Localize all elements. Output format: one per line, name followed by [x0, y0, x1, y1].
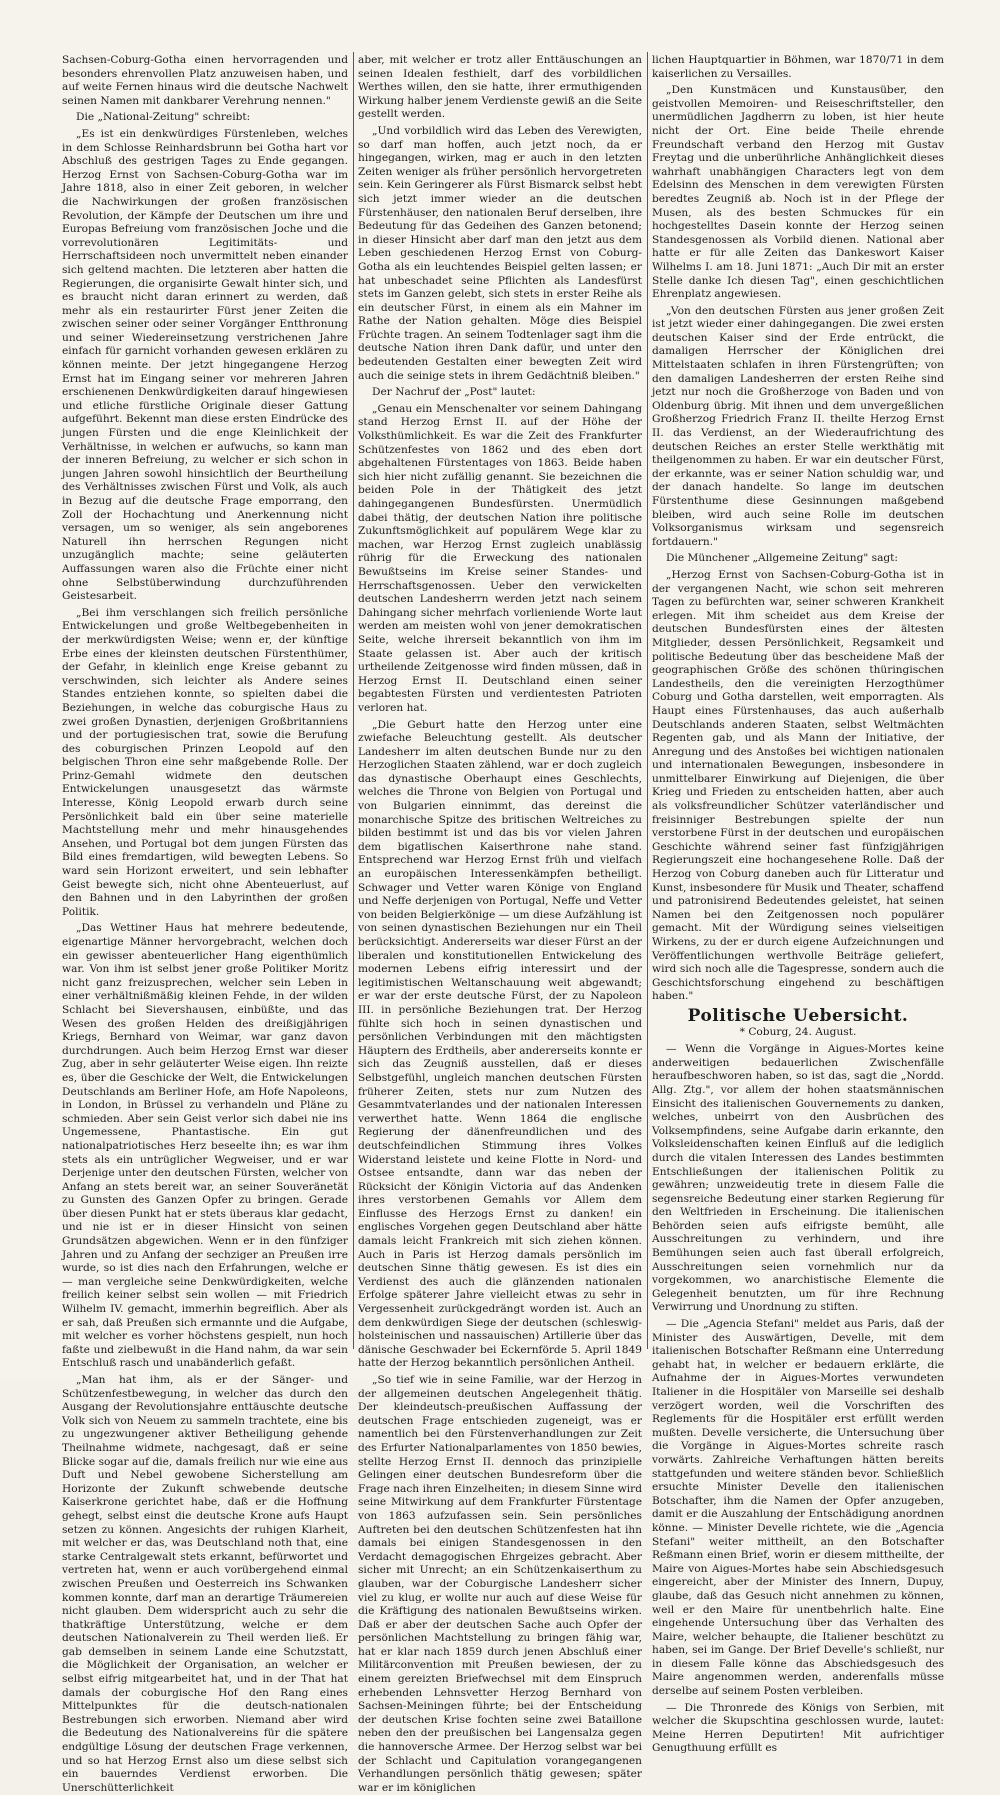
dateline: * Coburg, 24. August.	[739, 1025, 857, 1038]
article-paragraph: — Die „Agencia Stefani" meldet aus Paris, daß der Minister des Auswärtigen, Develle, mit dem italienischen Botschafter Reßmann eine Unterredung gehabt hat, in welcher er bedauern erklärte, die Aufnahme der in Aigues-Mortes verwundeten Italiener in die Hospitäler von Marseille sei deshalb verzögert worden, weil die Vorschriften des Reglements für die Hospitäler erst erfüllt werden mußten. Develle versicherte, die Untersuchung über die Vorgänge in Aigues-Mortes schreite rasch vorwärts. Zahlreiche Verhaftungen hätten bereits stattgefunden und weitere ständen bevor. Schließlich ersuchte Minister Develle den italienischen Botschafter, ihm die Namen der Opfer anzugeben, damit er die Auszahlung der Entschädigung anordnen könne. — Minister Develle richtete, wie die „Agencia Stefani" weiter mittheilt, an den Botschafter Reßmann einen Brief, worin er diesem mittheilte, der Maire von Aigues-Mortes habe sein Abschiedsgesuch eingereicht, aber der Minister des Innern, Dupuy, glaube, daß das Gesuch nicht annehmen zu können, weil er den Maire für unentbehrlich halte. Eine eingehende Untersuchung über das Verhalten des Maire, welcher behaupte, die Italiener beschützt zu haben, sei im Gange. Der Brief Develle's schließt, nur in diesem Falle könne das Abschiedsgesuch des Maire angenommen werden, anderenfalls müsse derselbe auf seinem Posten verbleiben.	[652, 1318, 944, 1698]
article-paragraph: „Bei ihm verschlangen sich freilich persönliche Entwickelungen und große Weltbegebenheiten in der merkwürdigsten Weise; wenn er, der künftige Erbe eines der kleinsten deutschen Fürstenthümer, der Gefahr, in kleinlich enge Kreise gebannt zu verschwinden, sich leichter als Andere seines Standes entziehen konnte, so spielten dabei die Beziehungen, in welche das coburgische Haus zu zwei großen Dynastien, derjenigen Großbritanniens und der portugiesischen trat, sowie die Berufung des coburgischen Prinzen Leopold auf den belgischen Thron eine sehr maßgebende Rolle. Der Prinz-Gemahl widmete den deutschen Entwickelungen unausgesetzt das wärmste Interesse, König Leopold erwarb durch seine Persönlichkeit bald ein über seine materielle Machtstellung mehr und mehr hinausgehendes Ansehen, und Portugal bot dem jungen Fürsten das Bild eines fremdartigen, wild bewegten Lebens. So ward sein Horizont erweitert, und sein lebhafter Geist bewegte sich, nicht ohne Abenteuerlust, auf den Bahnen und in den Labyrinthen der großen Politik.	[62, 606, 348, 918]
article-paragraph: „Und vorbildlich wird das Leben des Verewigten, so darf man hoffen, auch jetzt noch, da er hingegangen, wirken, mag er auch in den letzten Zeiten weniger als früher persönlich hervorgetreten sein. Kein Geringerer als Fürst Bismarck selbst hebt sich jetzt immer wieder an die deutschen Fürstenhäuser, den nationalen Beruf derselben, ihre Bedeutung für das Gedeihen des Ganzen betonend; in dieser Hinsicht aber darf man den jetzt aus dem Leben geschiedenen Herzog Ernst von Coburg-Gotha als ein leuchtendes Beispiel gelten lassen; er hat unbeschadet seine Pflichten als Landesfürst stets im Ganzen gelebt, sich stets in erster Reihe als ein deutscher Fürst, in einem als ein Mahner im Rathe der Nation gehalten. Möge dies Beispiel Früchte tragen. An seinem Todtenlager sagt ihm die deutsche Nation ihren Dank dafür, und unter den bedeutenden Gestalten einer bewegten Zeit wird auch die seinige stets in ihrem Gedächtniß bleiben."	[358, 124, 642, 382]
column-3	[652, 54, 944, 1755]
article-paragraph: aber, mit welcher er trotz aller Enttäuschungen an seinen Idealen festhielt, darf des vorbildlichen Werthes willen, den sie hatte, ihrer ermuthigenden Wirkung halber jenem Verdienste gewiß an die Seite gestellt werden.	[358, 54, 642, 121]
article-paragraph: „Es ist ein denkwürdiges Fürstenleben, welches in dem Schlosse Reinhardsbrunn bei Gotha hart vor Abschluß des gestrigen Tages zu Ende gegangen. Herzog Ernst von Sachsen-Coburg-Gotha war im Jahre 1818, also in einer Zeit geboren, in welcher die Nachwirkungen der großen französischen Revolution, der Kämpfe der Deutschen um ihre und Europas Befreiung vom französischen Joche und die vorrevolutionären Legitimitäts- und Herrschaftsideen noch unvermittelt neben einander sich geltend machten. Die letzteren aber hatten die Regierungen, die organisirte Gewalt hinter sich, und es braucht nicht daran erinnert zu werden, daß mehr als ein restaurirter Fürst jener Zeiten die zwischen seiner oder seiner Vorgänger Entthronung und seiner Wiedereinsetzung verstrichenen Jahre einfach für garnicht vorhanden gewesen erklären zu können meinte. Der jetzt hingegangene Herzog Ernst hat im Eingang seiner vor mehreren Jahren erschienenen Denkwürdigkeiten darauf hingewiesen und etliche fürstliche Originale dieser Gattung aufgeführt. Bekennt man diese ersten Eindrücke des jungen Fürsten und die enge Kleinlichkeit der Verhältnisse, in welchen er aufwuchs, so kann man der inneren Befreiung, zu welcher er sich schon in jungen Jahren sowohl hinsichtlich der Beurtheilung des Verhältnisses zwischen Fürst und Volk, als auch in Bezug auf die deutsche Frage emporrang, den Zoll der Hochachtung und Anerkennung nicht versagen, um so weniger, als sein angeborenes Naturell ihn herrschen Regungen nicht unzugänglich machte; seine geläuterten Auffassungen waren also die Früchte einer nicht ohne Selbstüberwindung durchzuführenden Geistesarbeit.	[62, 127, 348, 603]
article-paragraph: „Man hat ihm, als er der Sänger- und Schützenfestbewegung, in welcher das durch den Ausgang der Revolutionsjahre enttäuschte deutsche Volk sich von Neuem zu sammeln trachtete, eine bis zu ungezwungener aktiver Betheiligung gehende Theilnahme widmete, nachgesagt, daß er seine Blicke sogar auf die, damals freilich nur wie eine aus Duft und Nebel gewobene Sicherstellung am Horizonte der Zukunft schwebende deutsche Kaiserkrone gerichtet habe, daß er die Hoffnung gehegt, selbst einst die deutsche Krone aufs Haupt setzen zu können. Angesichts der ruhigen Klarheit, mit welcher er das, was Deutschland noth that, eine starke Centralgewalt stets erkannt, befürwortet und vertreten hat, wenn er auch vorübergehend einmal zwischen Preußen und Oesterreich ins Schwanken kommen konnte, darf man an derartige Träumereien nicht glauben. Dem widerspricht auch zu sehr die thatkräftige Unterstützung, welche er dem deutschen Nationalverein zu Theil werden ließ. Er gab demselben in seinem Lande eine Schutzstatt, die Möglichkeit der Organisation, an welcher er selbst eifrig mitgearbeitet hat, und in der That hat damals der coburgische Hof den Rang eines Mittelpunktes für die deutsch-nationalen Bestrebungen sich erworben. Niemand aber wird die Bedeutung des Nationalvereins für die spätere endgültige Lösung der deutschen Frage verkennen, und so hat Herzog Ernst also um diese selbst sich ein bauerndes Verdienst erworben. Die Unerschütterlichkeit	[62, 1374, 348, 1794]
article-paragraph: „Die Geburt hatte den Herzog unter eine zwiefache Beleuchtung gestellt. Als deutscher Landesherr im alten deutschen Bunde nur zu den Herzoglichen Staaten zählend, war er doch zugleich das dynastische Oberhaupt eines Geschlechts, welches die Throne von Belgien von Portugal und von Bulgarien einnimmt, das dereinst die monarchische Spitze des britischen Weltreiches zu bilden bestimmt ist und das bis vor vielen Jahren dem bigatlischen Kaiserthrone nahe stand. Entsprechend war Herzog Ernst früh und vielfach an europäischen Interessenkämpfen betheiligt. Schwager und Vetter waren Könige von England und Neffe derjenigen von Portugal, Neffe und Vetter von beiden Belgierkönige — um diese Aufzählung ist von seinen dynastischen Beziehungen nur ein Theil berücksichtigt. Andererseits war dieser Fürst an der liberalen und konstitutionellen Entwickelung des modernen Lebens eifrig interessirt und der legitimistischen Weltanschauung weit abgewandt; er war der erste deutsche Fürst, der zu Napoleon III. in persönliche Beziehungen trat. Der Herzog fühlte sich hoch in seinen dynastischen und persönlichen Verbindungen mit den mächtigsten Häuptern des Erdtheils, aber andererseits konnte er sich das Zeugniß ausstellen, daß er dieses Selbstgefühl, ungleich manchen deutschen Fürsten früherer Zeiten, stets nur zum Nutzen des Gesammtvaterlandes und der nationalen Interessen verwerthet hatte. Wenn 1864 die englische Regierung der dänenfreundlichen und des deutschfeindlichen Stimmung ihres Volkes Widerstand leistete und keine Flotte in Nord- und Ostsee entsandte, dann war das neben der Rücksicht der Königin Victoria auf das Andenken ihres verstorbenen Gemahls vor Allem dem Einflusse des Herzogs Ernst zu danken! ein englisches Vorgehen gegen Deutschland aber hätte damals leicht Frankreich mit sich ziehen können. Auch in Paris ist Herzog damals persönlich im deutschen Sinne thätig gewesen. Es ist dies ein Verdienst des auch die glänzenden nationalen Erfolge späterer Jahre vielleicht etwas zu sehr in Vergessenheit zurückgedrängt worden ist. Auch an dem denkwürdigen Siege der deutschen (schleswig-holsteinischen und nassauischen) Artillerie über das dänische Geschwader bei Eckernförde 5. April 1849 hatte der Herzog bekanntlich persönlichen Antheil.	[358, 718, 642, 1370]
article-paragraph: „So tief wie in seine Familie, war der Herzog in der allgemeinen deutschen Angelegenheit thätig. Der kleindeutsch-preußischen Auffassung der deutschen Frage entschieden zugeneigt, was er namentlich bei den Fürstenverhandlungen zur Zeit des Erfurter Nationalparlamentes von 1850 bewies, stellte Herzog Ernst II. dennoch das prinzipielle Gelingen einer deutschen Bundesreform über die Frage nach ihren Einzelheiten; in diesem Sinne wird seine Mitwirkung auf dem Frankfurter Fürstentage von 1863 aufzufassen sein. Sein persönliches Auftreten bei den deutschen Schützenfesten hat ihn damals bei einigen Standesgenossen in den Verdacht demagogischen Ehrgeizes gebracht. Aber sicher mit Unrecht; an ein Schützenkaiserthum zu glauben, war der Coburgische Landesherr sicher viel zu klug, er wollte nur auch auf diese Weise für die Kräftigung des nationalen Bewußtseins wirken. Daß er aber der deutschen Sache auch Opfer der persönlichen Machtstellung zu bringen fähig war, hat er klar nach 1859 durch jenen Abschluß einer Militärconvention mit Preußen bewiesen, der zu einem gereizten Briefwechsel mit dem Einspruch erhebenden Lehnsvetter Herzog Bernhard von Sachsen-Meiningen führte; bei der Entscheidung der deutschen Krise fochten seine zwei Bataillone neben den der preußischen bei Langensalza gegen die hannoversche Armee. Der Herzog selbst war bei der Schlacht und Capitulation vorangegangenen Verhandlungen persönlich thätig gewesen; später war er im königlichen	[358, 1374, 642, 1794]
article-paragraph: — Die Thronrede des Königs von Serbien, mit welcher die Skupschtina geschlossen wurde, lautet: Meine Herren Deputirten! Mit aufrichtiger Genugthuung erfüllt es	[652, 1701, 944, 1755]
article-paragraph: „Von den deutschen Fürsten aus jener großen Zeit ist jetzt wieder einer dahingegangen. Die zwei ersten deutschen Kaiser sind der Erde entrückt, die damaligen Herrscher der Königlichen drei Mittelstaaten schlafen in ihren Fürstengrüften; von den damaligen Landesherren der ersten Reihe sind jetzt nur noch die Großherzoge von Baden und von Oldenburg übrig. Mit ihnen und dem unvergeßlichen Großherzog Friedrich Franz II. theilte Herzog Ernst II. das Verdienst, an der Wiederaufrichtung des deutschen Reiches an erster Stelle werkthätig mit theilgenommen zu haben. Er war ein deutscher Fürst, der erkannte, was er seiner Nation schuldig war, und der danach handelte. So lange im deutschen Fürstenthume diese Gesinnungen maßgebend bleiben, wird auch seine Rolle im deutschen Volksorganismus wirksam und segensreich fortdauern."	[652, 304, 944, 548]
article-paragraph: „Das Wettiner Haus hat mehrere bedeutende, eigenartige Männer hervorgebracht, welchen doch ein gewisser abenteuerlicher Hang eigenthümlich war. Von ihm ist selbst jener große Politiker Moritz nicht ganz freizusprechen, welcher sein Leben in einer verhältnißmäßig kleinen Fehde, in der wilden Schlacht bei Sievershausen, einbüßte, und das Wesen des großen Helden des dreißigjährigen Kriegs, Bernhard von Weimar, war ganz davon durchdrungen. Auch beim Herzog Ernst war dieser Zug, aber in sehr geläuterter Weise eigen. Ihn reizte es, über die Geschicke der Welt, die Entwickelungen Deutschlands am Berliner Hofe, am Hofe Napoleons, in London, in Brüssel zu verhandeln und Pläne zu schmieden. Aber sein Geist verlor sich dabei nie ins Ungemessene, Phantastische. Ein gut nationalpatriotisches Herz beseelte ihn; es war ihm stets als ein untrüglicher Wegweiser, und er war Derjenige unter den deutschen Fürsten, welcher von Anfang an stets bereit war, an seiner Souveränetät zu Gunsten des Ganzen Opfer zu bringen. Gerade über diesen Punkt hat er stets überaus klar gedacht, und nie ist er in dieser Hinsicht von seinen Grundsätzen abgewichen. Wenn er in den fünfziger Jahren und zu Anfang der sechziger an Preußen irre wurde, so ist dies nach den Erfahrungen, welche er — man vergleiche seine Denkwürdigkeiten, welche freilich keiner selbst sein wollen — mit Friedrich Wilhelm IV. gemacht, immerhin begreiflich. Aber als er sah, daß Preußen sich ermannte und die Aufgabe, mit welcher es vorher höchstens gespielt, nun hoch faßte und zielbewußt in die Hand nahm, da war sein Entschluß rasch und unabänderlich gefaßt.	[62, 922, 348, 1370]
article-paragraph: „Den Kunstmäcen und Kunstausüber, den geistvollen Memoiren- und Reiseschriftsteller, den unermüdlichen Jagdherrn zu loben, ist hier heute nicht der Ort. Eine beide Theile ehrende Freundschaft verband den Herzog mit Gustav Freytag und die unberührliche Anhänglichkeit dieses wahrhaft unabhängigen Characters legt von dem Edelsinn des Menschen in dem verewigten Fürsten beredtes Zeugniß ab. Noch ist in der Pflege der Musen, als des besten Schmuckes für ein hochgestelltes Dasein konnte der Herzog seinen Standesgenossen als Vorbild dienen. National aber hatte er für alle Zeiten das Dankeswort Kaiser Wilhelms I. am 18. Juni 1871: „Auch Dir mit an erster Stelle danke Ich diesen Tag", einen geschichtlichen Ehrenplatz angewiesen.	[652, 84, 944, 301]
article-paragraph: „Genau ein Menschenalter vor seinem Dahingang stand Herzog Ernst II. auf der Höhe der Volksthümlichkeit. Es war die Zeit des Frankfurter Schützenfestes von 1862 und des eben dort abgehaltenen Fürstentages von 1863. Beide haben sich hier nicht zufällig genannt. Sie bezeichnen die beiden Pole in der Thätigkeit des jetzt dahingegangenen Bundesfürsten. Unermüdlich dabei thätig, der deutschen Nation ihre politische Zukunftsmöglichkeit auf populärem Wege klar zu machen, war Herzog Ernst zugleich unablässig rührig für die Erweckung des nationalen Bewußtseins im Kreise seiner Standes- und Herrschaftsgenossen. Ueber den verwickelten deutschen Landesherrn werden jetzt nach seinem Dahingang sicher mehrfach vorlieniende Worte laut werden am meisten wohl von jener demokratischen Seite, welche ihrerseit bekanntlich von ihm im Staate gelassen ist. Aber auch der kritisch urtheilende Zeitgenosse wird finden müssen, daß in Herzog Ernst II. Deutschland einen seiner begabtesten Fürsten und verdientesten Patrioten verloren hat.	[358, 402, 642, 714]
article-paragraph: Sachsen-Coburg-Gotha einen hervorragenden und besonders ehrenvollen Platz anzuweisen haben, und auf weite Fernen hinaus wird die deutsche Nachwelt seinen Namen mit dankbarer Verehrung nennen."	[62, 54, 348, 107]
article-paragraph: Die Münchener „Allgemeine Zeitung" sagt:	[666, 552, 898, 565]
article-paragraph: Der Nachruf der „Post" lautet:	[372, 386, 536, 399]
column-2	[358, 54, 642, 1794]
column-rule-left	[353, 52, 354, 1349]
article-paragraph: Die „National-Zeitung" schreibt:	[76, 111, 251, 124]
section-heading: Politische Uebersicht.	[687, 1005, 909, 1026]
article-paragraph: lichen Hauptquartier in Böhmen, war 1870/71 in dem kaiserlichen zu Versailles.	[652, 54, 944, 80]
article-paragraph: — Wenn die Vorgänge in Aigues-Mortes keine anderweitigen bedauerlichen Zwischenfälle heraufbeschworen haben, so ist das, sagt die „Nordd. Allg. Ztg.", vor allem der hohen staatsmännischen Einsicht des italienischen Gouvernements zu danken, welches, unbeirrt von den Ausbrüchen des Volksempfindens, seine Aufgabe darin erkannte, den Volksleidenschaften keinen Einfluß auf die lediglich durch die vitalen Interessen des Landes bestimmten Entschließungen der italienischen Politik zu gewähren; unzweideutig trete in diesem Falle die segensreiche Bedeutung einer starken Regierung für den Weltfrieden in Erscheinung. Die italienischen Behörden seien aufs eifrigste bemüht, alle Ausschreitungen zu verhindern, und ihre Bemühungen seien auch fast überall erfolgreich, Ausschreitungen seien vornehmlich nur da vorgekommen, wo anarchistische Elemente die Gelegenheit benutzten, um für ihre Rechnung Verwirrung und Unordnung zu stiften.	[652, 1043, 944, 1314]
article-paragraph: „Herzog Ernst von Sachsen-Coburg-Gotha ist in der vergangenen Nacht, wie schon seit mehreren Tagen zu befürchten war, seiner schweren Krankheit erlegen. Mit ihm scheidet aus dem Kreise der deutschen Bundesfürsten eines der ältesten Mitglieder, dessen Persönlichkeit, Regsamkeit und politische Bedeutung über das bescheidene Maß der geographischen Größe des schönen thüringischen Landestheils, den die vereinigten Herzogthümer Coburg und Gotha darstellen, weit emporragten. Als Haupt eines Fürstenhauses, das auch außerhalb Deutschlands anderen Staaten, selbst Weltmächten Regenten gab, und als Mann der Initiative, der Anregung und des Anstoßes bei wichtigen nationalen und internationalen Bewegungen, insbesondere in unmittelbarer Einwirkung auf Diejenigen, die über Krieg und Frieden zu entscheiden hatten, aber auch als volksfreundlicher Schützer vaterländischer und freisinniger Bestrebungen spielte der nun verstorbene Fürst in der deutschen und europäischen Geschichte während seiner fast fünfzigjährigen Regierungszeit eine hochangesehene Rolle. Daß der Herzog von Coburg daneben auch für Litteratur und Kunst, insbesondere für Musik und Theater, schaffend und patronisirend Bedeutendes geleistet, hat seinen Namen bei den Zeitgenossen noch populärer gemacht. Mit der Würdigung seines vielseitigen Wirkens, zu der er durch eigene Aufzeichnungen und Veröffentlichungen werthvolle Beiträge geliefert, wird sich noch alle die Tagespresse, sondern auch die Geschichtsforschung eingehend zu beschäftigen haben."	[652, 568, 944, 1003]
column-rule-right	[647, 52, 648, 1349]
column-1	[62, 54, 348, 1794]
